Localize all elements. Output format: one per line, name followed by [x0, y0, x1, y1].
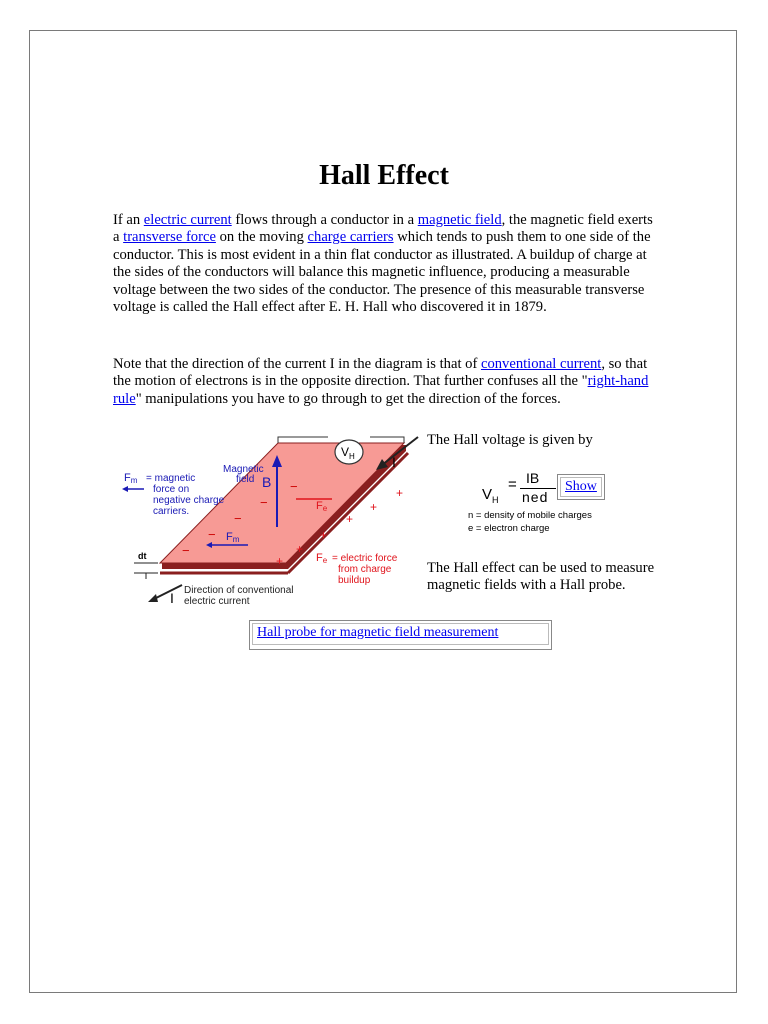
magnetic-field-label: Magnetic field: [223, 464, 264, 485]
link-electric-current[interactable]: electric current: [143, 212, 232, 228]
current-label-bottom: I: [170, 590, 174, 606]
voltmeter-wire: [370, 437, 404, 443]
current-arrow-bottom: [154, 585, 182, 599]
show-button-box: [557, 474, 605, 500]
text-run: , the magnetic field exerts a: [113, 212, 653, 246]
fe-legend-text: = electric force from charge buildup: [332, 553, 398, 586]
hall-effect-diagram: [120, 415, 420, 615]
formula-n-definition: n = density of mobile charges: [468, 510, 592, 521]
page-title: Hall Effect: [319, 160, 449, 191]
show-link[interactable]: Show: [565, 479, 597, 494]
link-conventional-current[interactable]: conventional current: [480, 356, 602, 372]
formula-equals: =: [508, 476, 517, 493]
formula-lhs: $V_H$: [482, 486, 499, 505]
link-charge-carriers[interactable]: charge carriers: [307, 229, 394, 246]
text-run: flows through a conductor in a: [231, 212, 418, 228]
dt-label: dt: [138, 551, 147, 561]
formula-denominator: ned: [522, 489, 549, 505]
minus-sign: −: [234, 511, 242, 526]
current-direction-text: Direction of conventional electric current: [184, 585, 294, 607]
plus-sign: +: [396, 486, 404, 500]
link-right-hand-rule[interactable]: right-hand rule: [113, 373, 649, 407]
fm-plate-label: Fm: [226, 531, 240, 544]
plus-sign: +: [370, 500, 378, 514]
link-transverse-force[interactable]: transverse force: [123, 229, 216, 246]
minus-sign: −: [208, 527, 216, 542]
voltmeter-wire: [278, 437, 328, 443]
hall-probe-link[interactable]: Hall probe for magnetic field measurement: [257, 625, 499, 640]
plus-sign: +: [276, 554, 284, 568]
fm-legend-arrowhead: [122, 486, 128, 492]
current-arrowhead-bottom: [148, 594, 158, 602]
note-paragraph: [113, 356, 653, 408]
b-label: B: [262, 474, 272, 490]
fm-legend-text: = magnetic force on negative charge carriers.: [146, 473, 225, 517]
fe-plate-label: Fe: [316, 500, 328, 513]
text-run: on the moving: [215, 229, 308, 246]
hall-voltage-intro: The Hall voltage is given by: [427, 432, 593, 448]
minus-sign: −: [182, 543, 190, 558]
text-run: which tends to push them to one side of the conductor. This is most evident in a thin flat conductor as illustrated. A buildup of charge at the sides of the conductors will balance this magnetic influence, producing a measurable voltage between the two sides of the conductor. The presence of this measurable transverse voltage is called the Hall effect after E. H. Hall who discovered it in 1879.: [113, 229, 651, 316]
hall-probe-text: The Hall effect can be used to measure magnetic fields with a Hall probe.: [427, 560, 655, 594]
plus-sign: +: [320, 528, 328, 542]
hall-probe-link-box: [249, 620, 552, 650]
minus-sign: −: [260, 495, 268, 510]
text-run: Note that the direction of the current I in the diagram is that of: [113, 356, 481, 372]
formula-numerator: IB: [526, 470, 540, 486]
formula-e-definition: e = electron charge: [468, 523, 550, 534]
show-button-inner: [560, 477, 602, 497]
plus-sign: +: [346, 512, 354, 526]
current-label-top: I: [392, 454, 396, 470]
intro-paragraph: [113, 212, 653, 316]
text-run: " manipulations you have to go through to get the direction of the forces.: [135, 390, 561, 407]
hall-probe-link-inner: [252, 623, 549, 645]
fe-legend-symbol: Fe: [316, 552, 328, 565]
text-run: If an: [113, 212, 144, 228]
link-magnetic-field[interactable]: magnetic field: [417, 212, 502, 228]
text-run: , so that the motion of electrons is in the opposite direction. That further confuses all the ": [113, 356, 648, 390]
fm-legend-symbol: Fm: [124, 472, 138, 485]
vh-label: $V_H$: [341, 445, 355, 461]
plus-sign: +: [296, 542, 304, 556]
minus-sign: −: [290, 479, 298, 494]
